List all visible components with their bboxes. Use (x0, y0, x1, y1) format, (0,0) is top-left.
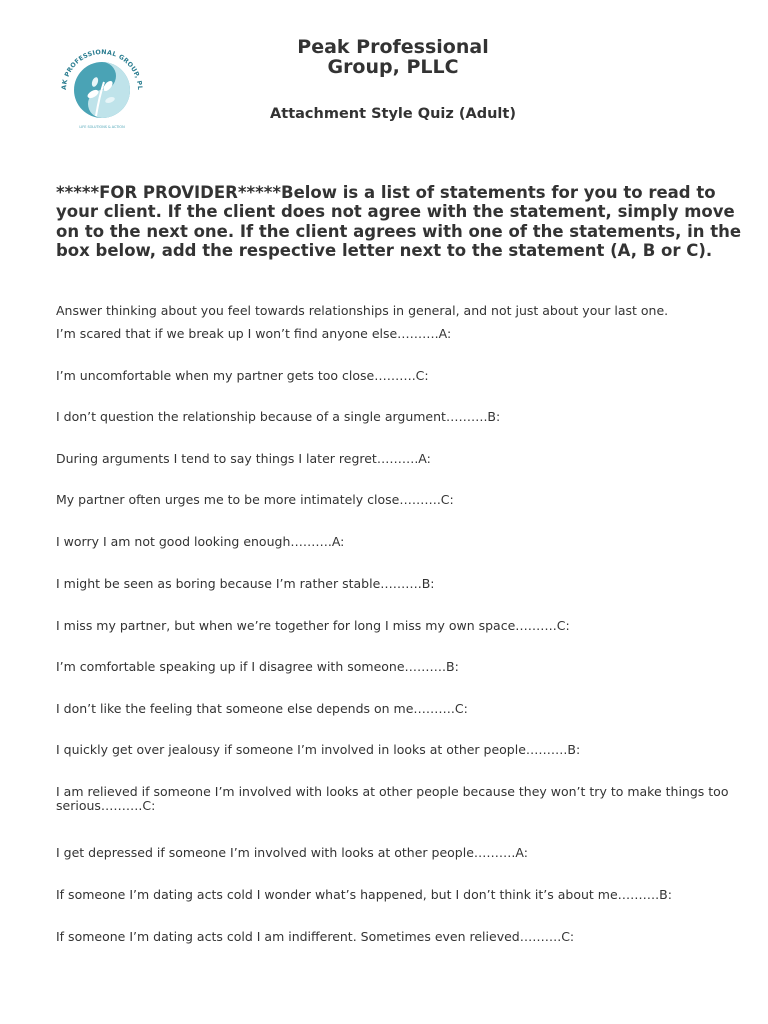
organization-name (0, 37, 768, 77)
organization-name-line2: Group, PLLC (327, 56, 459, 78)
statement-item: I am relieved if someone I’m involved with looks at other people because they won’t try to make things too serious……….C: (56, 784, 729, 813)
intro-text: Answer thinking about you feel towards relationships in general, and not just about your last one. (56, 303, 669, 318)
statement-item: I’m uncomfortable when my partner gets too close……….C: (56, 368, 429, 383)
svg-text:LIFE SOLUTIONS & ACTION: LIFE SOLUTIONS & ACTION (79, 125, 125, 129)
statement-item: I’m scared that if we break up I won’t find anyone else……….A: (56, 326, 452, 341)
statement-item: If someone I’m dating acts cold I wonder what’s happened, but I don’t think it’s about me……….B: (56, 887, 672, 902)
organization-name-line1: Peak Professional (297, 36, 489, 58)
svg-text:PEAK PROFESSIONAL GROUP, PLLC: AK PROFESSIONAL GROUP, PL (60, 48, 144, 91)
statement-item: I miss my partner, but when we’re together for long I miss my own space……….C: (56, 618, 570, 633)
statement-item: I don’t question the relationship because of a single argument……….B: (56, 409, 501, 424)
statement-item: During arguments I tend to say things I later regret……….A: (56, 451, 431, 466)
statement-item: I’m comfortable speaking up if I disagree with someone……….B: (56, 659, 459, 674)
statement-item: I worry I am not good looking enough……….A: (56, 534, 345, 549)
quiz-title: Attachment Style Quiz (Adult) (270, 106, 516, 122)
statement-item: If someone I’m dating acts cold I am indifferent. Sometimes even relieved……….C: (56, 929, 575, 944)
provider-instruction: *****FOR PROVIDER*****Below is a list of statements for you to read to your client. If the client does not agree with the statement, simply move on to the next one. If the client agrees with one of the statements, in the box below, add the respective letter next to the statement (A, B or C). (56, 183, 742, 261)
statement-item: I quickly get over jealousy if someone I’m involved in looks at other people……….B: (56, 742, 581, 757)
statement-item: I might be seen as boring because I’m rather stable……….B: (56, 576, 435, 591)
statement-item: My partner often urges me to be more intimately close……….C: (56, 492, 454, 507)
statement-item: I don’t like the feeling that someone else depends on me……….C: (56, 701, 468, 716)
statement-item: I get depressed if someone I’m involved with looks at other people……….A: (56, 845, 528, 860)
